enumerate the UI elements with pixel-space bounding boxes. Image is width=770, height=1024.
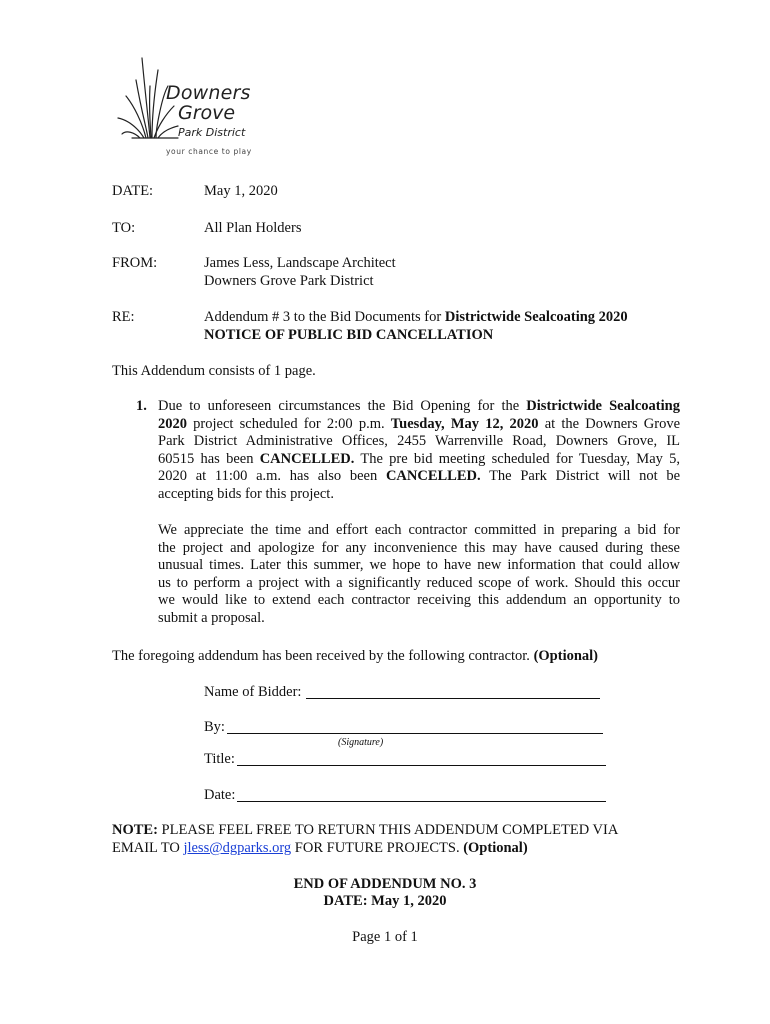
by-label: By: [204,719,225,735]
receipt-optional: (Optional) [533,648,599,664]
date-label: DATE: [112,183,154,199]
note-email-suffix: FOR FUTURE PROJECTS. [291,840,464,856]
item-number: 1. [136,398,147,414]
para2-line: submit a proposal. [158,609,265,626]
item1-l5-tail: The Park District will not be [480,468,681,484]
item1-l4-cancelled: CANCELLED. [259,450,355,467]
park-district-logo [112,56,262,161]
para2-line: we would like to extend each contractor receiving this addendum an opportunity to [158,592,680,608]
para2-line: unusual times. Later this summer, we hope to have new information that could allow [158,557,680,573]
item1-l1-text: Due to unforeseen circumstances the Bid Opening for the [158,398,527,414]
re-notice [204,327,493,344]
title-label: Title: [204,751,235,767]
item1-l5-cancelled: CANCELLED. [385,468,481,484]
item1-line6: accepting bids for this project. [158,485,334,502]
item1-l4-tail: The pre bid meeting scheduled for Tuesday, May 5, [354,450,681,467]
item1-l5-text: 2020 at 11:00 a.m. has also been [158,468,386,484]
re-notice-text: NOTICE OF PUBLIC BID CANCELLATION [204,327,494,343]
receipt-text: The foregoing addendum has been received by the following contractor. [112,648,534,664]
item1-l2-date: Tuesday, May 12, 2020 [390,415,539,432]
end-text: END OF ADDENDUM NO. 3 [293,876,477,892]
note-line2 [112,840,528,857]
para2-line: us to perform a project with a significantly reduced scope of work. Should this occur [158,574,680,591]
title-field[interactable] [237,765,606,766]
logo-line2: Grove [178,102,236,124]
page-number: Page 1 of 1 [352,929,418,945]
para2-line: the project and apologize for any inconvenience this may have caused during these [158,539,680,556]
item1-line3: Park District Administrative Offices, 2455 Warrenville Road, Downers Grove, IL [158,433,680,449]
note-optional: (Optional) [463,840,528,856]
item1-line5 [158,468,680,486]
item1-paragraph [158,398,680,503]
item1-l2-tail: at the Downers Grove [538,415,681,432]
logo-line3: Park District [178,126,246,139]
bidder-name-field[interactable] [306,698,600,699]
footer-date [0,893,770,910]
signature-note: (Signature) [338,737,384,748]
logo-line1: Downers [166,82,251,104]
logo-tagline: your chance to play [166,147,252,156]
item1-line1 [158,398,680,416]
date-value: May 1, 2020 [204,183,278,199]
para2-line: We appreciate the time and effort each contractor committed in preparing a bid for [158,522,680,538]
item1-l4-text: 60515 has been [158,450,260,467]
note-text: PLEASE FEEL FREE TO RETURN THIS ADDENDUM COMPLETED VIA [157,822,619,838]
date-field[interactable] [237,801,606,802]
item1-line2 [158,416,680,434]
signature-field[interactable] [227,733,603,734]
end-of-addendum [0,876,770,893]
date-field-label: Date: [204,787,236,803]
email-link[interactable]: jless@dgparks.org [183,840,292,856]
re-subject-text: Addendum # 3 to the Bid Documents for [204,309,445,325]
item1-l1-bold: Districtwide Sealcoating [526,398,680,414]
intro-text: This Addendum consists of 1 page. [112,363,316,379]
re-project-name: Districtwide Sealcoating 2020 [444,309,628,325]
from-name: James Less, Landscape Architect [204,255,396,271]
to-label: TO: [112,220,136,236]
item1-line4 [158,451,680,469]
appreciation-paragraph [158,522,680,627]
note-label: NOTE: [112,822,158,838]
note-line1 [112,822,618,839]
from-label: FROM: [112,255,158,271]
item1-l2-text: project scheduled for 2:00 p.m. [187,415,391,432]
from-org: Downers Grove Park District [204,273,374,289]
re-label: RE: [112,309,135,325]
note-email-prefix: EMAIL TO [112,840,184,856]
to-value: All Plan Holders [204,220,302,236]
receipt-statement [112,648,598,665]
footer-date-text: DATE: May 1, 2020 [323,893,447,909]
item1-l2-year: 2020 [158,415,187,432]
bidder-label: Name of Bidder: [204,684,302,700]
re-subject [204,309,628,326]
